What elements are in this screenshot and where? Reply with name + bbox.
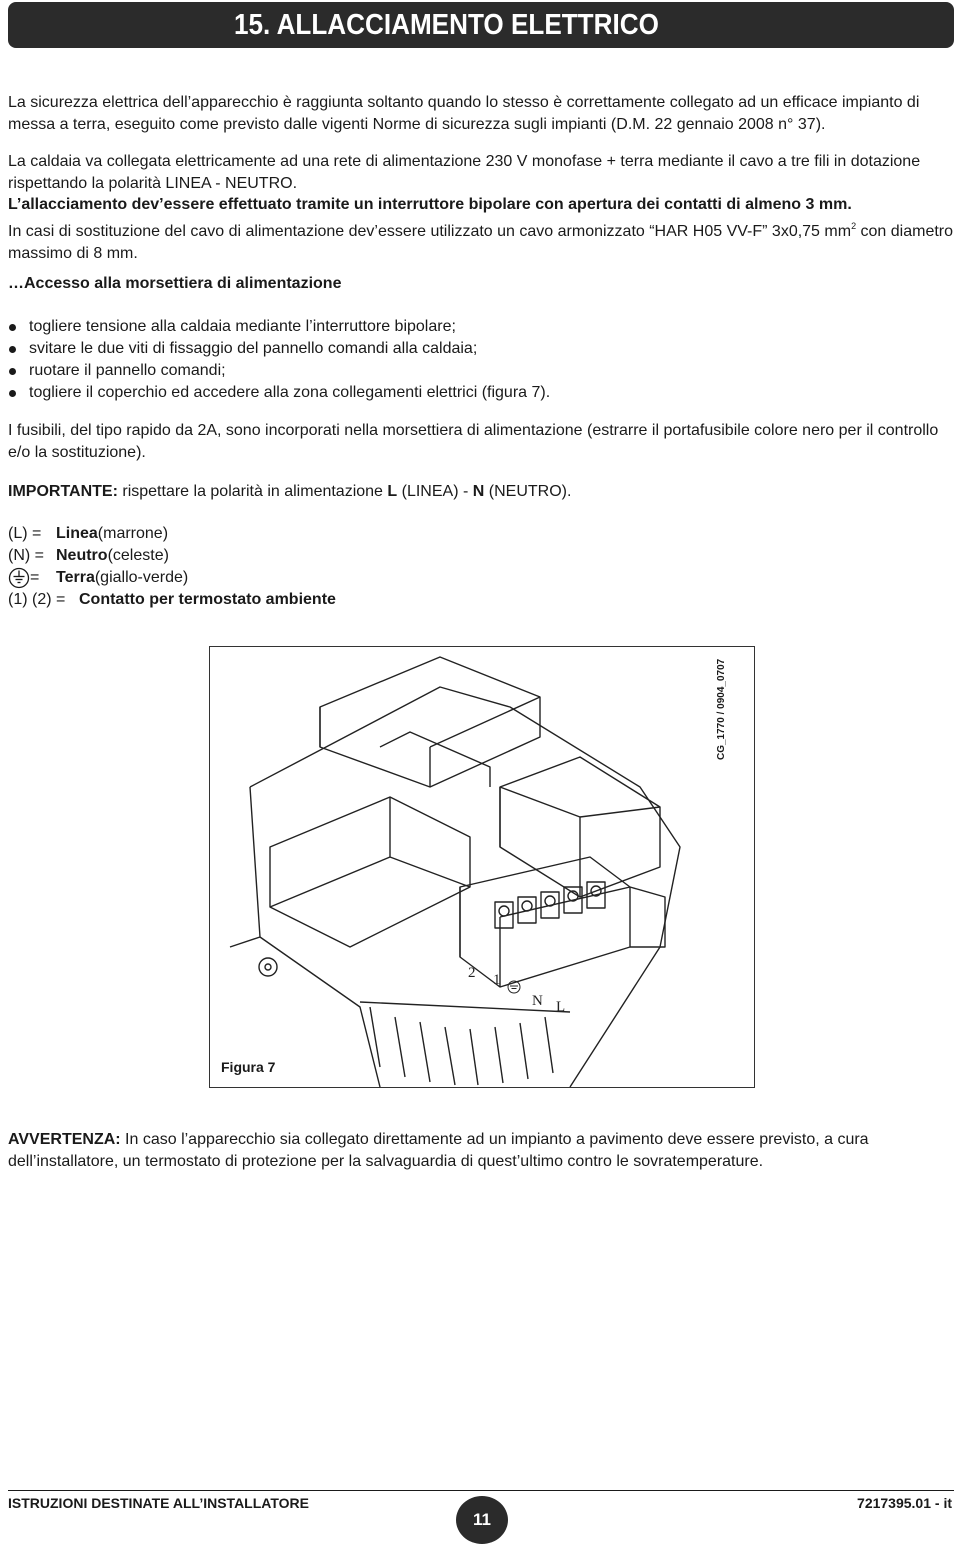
list-item: togliere tensione alla caldaia mediante l’interruttore bipolare;	[8, 316, 550, 338]
legend-key: =	[30, 569, 40, 586]
legend-term: Neutro	[56, 547, 108, 564]
list-item: svitare le due viti di fissaggio del pannello comandi alla caldaia;	[8, 338, 550, 360]
warning-text: In caso l’apparecchio sia collegato direttamente ad un impianto a pavimento deve essere previsto, a cura dell’installatore, un termostato di protezione per la salvaguardia di quest’ultimo contro le sovratemperature.	[8, 1131, 869, 1170]
important-label: IMPORTANTE:	[8, 483, 118, 500]
footer-divider	[8, 1490, 954, 1491]
legend-row	[8, 523, 336, 545]
warning-label: AVVERTENZA:	[8, 1131, 121, 1148]
switch-requirement-paragraph: L’allacciamento dev’essere effettuato tramite un interruttore bipolare con apertura dei contatti di almeno 3 mm.	[8, 196, 852, 213]
terminal-label: 2	[468, 965, 476, 981]
terminal-label: L	[556, 999, 566, 1015]
footer-audience: ISTRUZIONI DESTINATE ALL’INSTALLATORE	[8, 1495, 309, 1511]
warning-note	[8, 1129, 954, 1173]
polarity-n: N	[472, 483, 485, 500]
legend-term: Contatto per termostato ambiente	[79, 591, 336, 608]
legend-term: Linea	[56, 525, 98, 542]
important-note	[8, 481, 954, 503]
wiring-legend	[8, 523, 336, 611]
legend-key: (L) =	[8, 525, 42, 542]
important-text: (LINEA) -	[397, 483, 473, 500]
legend-key: (N) =	[8, 547, 44, 564]
cable-text-a: In casi di sostituzione del cavo di alimentazione dev’essere utilizzato un cavo armonizzato “HAR H05 VV-F” 3x0,75 mm	[8, 223, 852, 240]
terminal-access-heading: …Accesso alla morsettiera di alimentazione	[8, 275, 342, 292]
legend-note: (marrone)	[97, 525, 169, 542]
section-title: 15. ALLACCIAMENTO ELETTRICO	[233, 8, 659, 41]
legend-note: (giallo-verde)	[94, 569, 189, 586]
figure-7-frame	[209, 646, 755, 1088]
section-title-bar	[8, 2, 954, 48]
legend-row	[8, 589, 336, 611]
polarity-l: L	[387, 483, 398, 500]
fuse-paragraph: I fusibili, del tipo rapido da 2A, sono incorporati nella morsettiera di alimentazione (estrarre il portafusibile colore nero per il controllo e/o la sostituzione).	[8, 422, 939, 461]
terminal-label: N	[532, 993, 543, 1009]
important-text: rispettare la polarità in alimentazione	[117, 483, 388, 500]
earth-ground-icon	[8, 567, 30, 589]
connection-paragraph: La caldaia va collegata elettricamente ad una rete di alimentazione 230 V monofase + terra mediante il cavo a tre fili in dotazione rispettando la polarità LINEA - NEUTRO.	[8, 153, 921, 192]
figure-code: CG_1770 / 0904_0707	[716, 658, 727, 760]
legend-term: Terra	[56, 569, 95, 586]
list-item: togliere il coperchio ed accedere alla zona collegamenti elettrici (figura 7).	[8, 382, 550, 404]
legend-note: (celeste)	[107, 547, 169, 564]
figure-caption: Figura 7	[221, 1059, 276, 1075]
terminal-label: 1	[493, 972, 501, 988]
terminal-block-drawing	[210, 647, 754, 1087]
legend-row	[8, 567, 336, 589]
cable-replacement-paragraph	[8, 215, 954, 265]
document-code: 7217395.01 - it	[857, 1495, 952, 1511]
page-number: 11	[456, 1496, 508, 1544]
safety-paragraph: La sicurezza elettrica dell’apparecchio è raggiunta soltanto quando lo stesso è correttamente collegato ad un efficace impianto di messa a terra, eseguito come previsto dalle vigenti Norme di sicurezza sugli impianti (D.M. 22 gennaio 2008 n° 37).	[8, 94, 920, 133]
cable-text-b: con diametro massimo di 8 mm.	[8, 223, 954, 262]
list-item: ruotare il pannello comandi;	[8, 360, 550, 382]
cable-superscript: 2	[851, 221, 857, 231]
important-text: (NEUTRO).	[484, 483, 572, 500]
access-steps-list	[8, 316, 550, 404]
legend-row	[8, 545, 336, 567]
legend-key: (1) (2) =	[8, 591, 66, 608]
